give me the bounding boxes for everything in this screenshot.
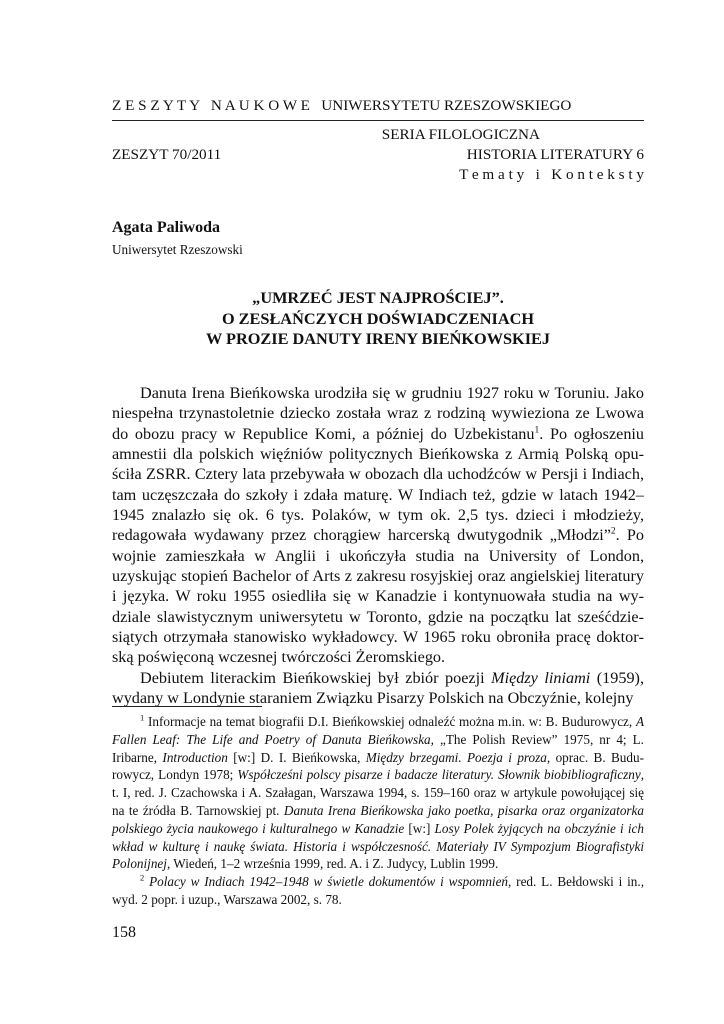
article-body xyxy=(112,383,644,709)
author-name: Agata Paliwoda xyxy=(112,219,220,236)
footnotes xyxy=(112,713,644,909)
title-line: O ZESŁAŃCZYCH DOŚWIADCZENIACH xyxy=(221,308,535,328)
page-number: 158 xyxy=(112,924,136,941)
journal-page xyxy=(112,0,644,1024)
body-paragraph: Debiutem literackim Bieńkowskiej był zbiór poezji Między liniami (1959), wydany w Londynie staraniem Związku Pisarzy Polskich na Obczyźnie, kolejny xyxy=(112,668,644,708)
footnote: $^2$ Polacy w Indiach 1942–1948 w świetle dokumentów i wspomnień, red. L. Bełdowski i in., wyd. 2 popr. i uzup., Warszawa 2002, s. 78. xyxy=(112,872,644,907)
journal-masthead: Z E S Z Y T Y N A U K O W E UNIWERSYTETU RZESZOWSKIEGO xyxy=(112,97,572,114)
header-rule xyxy=(112,120,644,121)
footnote-ref: 2 xyxy=(610,527,616,538)
title-line: „UMRZEĆ JEST NAJPROŚCIEJ”. xyxy=(252,288,504,307)
body-paragraph: Danuta Irena Bieńkowska urodziła się w grudniu 1927 roku w Toruniu. Jako niespełna trzynastoletnie dziecko została wraz z rodziną wywieziona ze Lwowa do obozu pracy w Republice Komi, a później do Uzbekistanu$^1$. Po ogłoszeniu amnestii dla polskich więźniów politycznych Bieńkowska z Armią Polską opuściła ZSRR. Cztery lata przebywała w obozach dla uchodźców w Persji i Indiach, tam uczęszczała do szkoły i zdała maturę. W Indiach też, gdzie w latach 1942–1945 znalazło się ok. 6 tys. Polaków, w tym ok. 2,5 tys. dzieci i młodzieży, redagowała wydawany przez chorągiew harcerską dwutygodnik „Młodzi”$^2$. Po wojnie zamieszkała w Anglii i ukończyła studia na University of London, uzyskując stopień Bachelor of Arts z zakresu rosyjskiej oraz angielskiej literatury i języka. W roku 1955 osiedliła się w Kanadzie i kontynuowała studia na wydziale slawistycznym uniwersytetu w Toronto, gdzie na początku lat sześćdziesiątych otrzymała stanowisko wykładowcy. W 1965 roku obroniła pracę doktorską poświęconą wczesnej twórczości Żeromskiego. xyxy=(112,384,644,667)
footnote-rule xyxy=(112,706,262,707)
series-label: SERIA FILOLOGICZNA xyxy=(381,126,540,143)
tagline: T e m a t y i K o n t e k s t y xyxy=(459,166,644,183)
issue-label: ZESZYT 70/2011 xyxy=(112,146,222,163)
footnote-ref: 1 xyxy=(534,425,540,436)
subseries-label: HISTORIA LITERATURY 6 xyxy=(466,146,644,163)
title-line: W PROZIE DANUTY IRENY BIEŃKOWSKIEJ xyxy=(205,329,551,348)
issue-row xyxy=(112,145,644,165)
book-title: Między liniami xyxy=(491,668,591,687)
article-title xyxy=(112,288,644,350)
footnote: $^1$ Informacje na temat biografii D.I. Bieńkowskiej odnaleźć można m.in. w: B. Budurowycz, A Fallen Leaf: The Life and Poetry of Danuta Bieńkowska, „The Polish Review” 1975, nr 4; L. Iribarne, Introduction [w:] D. I. Bieńkowska, Między brzegami. Poezja i proza, oprac. B. Budurowycz, Londyn 1978; Współcześni polscy pisarze i badacze literatury. Słownik biobibliograficzny, t. I, red. J. Czachowska i A. Szałagan, Warszawa 1994, s. 159–160 oraz w artykule powołującej się na te źródła B. Tarnowskiej pt. Danuta Irena Bieńkowska jako poetka, pisarka oraz organizatorka polskiego życia naukowego i kulturalnego w Kanadzie [w:] Losy Polek żyjących na obczyźnie i ich wkład w kulturę i naukę świata. Historia i współczesność. Materiały IV Sympozjum Biografistyki Polonijnej, Wiedeń, 1–2 września 1999, red. A. i Z. Judycy, Lublin 1999. xyxy=(112,712,644,872)
footnote-number: 2 xyxy=(140,872,145,883)
footnote-number: 1 xyxy=(140,712,145,723)
author-affiliation: Uniwersytet Rzeszowski xyxy=(112,242,243,257)
